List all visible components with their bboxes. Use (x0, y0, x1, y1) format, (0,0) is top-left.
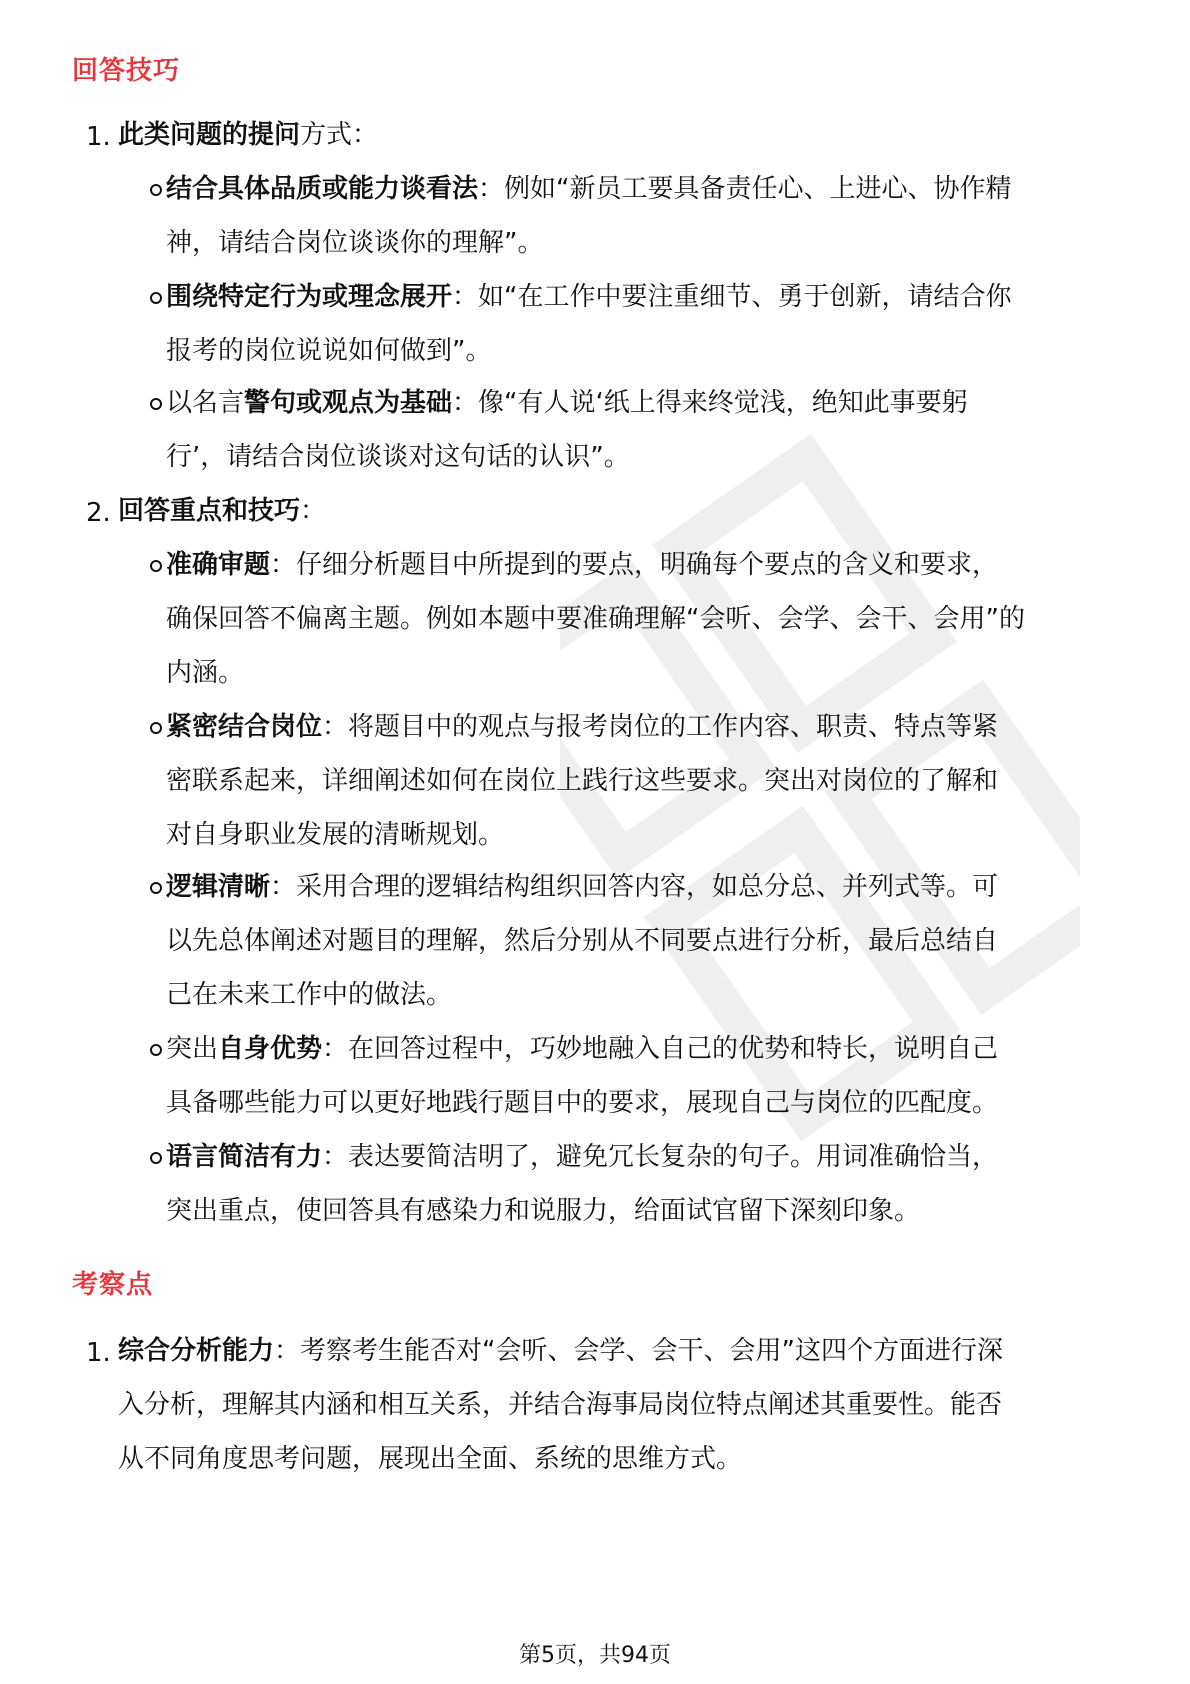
list-item (166, 172, 1012, 206)
item-text: ：表达要简洁明了，避免冗长复杂的句子。用词准确恰当， (322, 1142, 999, 1172)
item-text: ：例如“新员工要具备责任心、上进心、协作精 (478, 174, 1012, 204)
list-item-continuation: 从不同角度思考问题，展现出全面、系统的思维方式。 (118, 1444, 743, 1474)
item-bold: 围绕特定行为或理念展开 (166, 282, 453, 312)
list-item (166, 710, 998, 744)
item-bold: 紧密结合岗位 (166, 712, 323, 742)
item-bold: 逻辑清晰 (166, 872, 271, 902)
list-number: 1. (86, 122, 111, 152)
item-bold: 自身优势 (218, 1034, 323, 1064)
item-pre: 突出 (166, 1034, 219, 1064)
bullet-marker (150, 184, 162, 196)
item-text: ：考察考生能否对“会听、会学、会干、会用”这四个方面进行深 (274, 1336, 1003, 1366)
item-bold: 结合具体品质或能力谈看法 (166, 174, 479, 204)
bullet-marker (150, 1044, 162, 1056)
bullet-marker (150, 292, 162, 304)
list-heading (118, 494, 326, 528)
list-item (166, 870, 998, 904)
list-item (166, 1032, 998, 1066)
bullet-marker (150, 398, 162, 410)
bullet-marker (150, 722, 162, 734)
list-item (166, 548, 998, 582)
item-bold: 语言简洁有力 (166, 1142, 323, 1172)
list-item-continuation: 入分析，理解其内涵和相互关系，并结合海事局岗位特点阐述其重要性。能否 (118, 1390, 1003, 1420)
bullet-marker (150, 882, 162, 894)
item-text: ：如“在工作中要注重细节、勇于创新，请结合你 (452, 282, 1012, 312)
list-item (166, 386, 968, 420)
list-item-continuation: 突出重点，使回答具有感染力和说服力，给面试官留下深刻印象。 (166, 1196, 921, 1226)
item-text: ：采用合理的逻辑结构组织回答内容，如总分总、并列式等。可 (270, 872, 999, 902)
list-item-continuation: 对自身职业发展的清晰规划。 (166, 820, 505, 850)
list-item (118, 1334, 1003, 1368)
item-bold: 综合分析能力 (118, 1336, 275, 1366)
item-bold: 准确审题 (166, 550, 271, 580)
item-text: ：在回答过程中，巧妙地融入自己的优势和特长，说明自己 (322, 1034, 999, 1064)
list-item-continuation: 内涵。 (166, 658, 245, 688)
list-item-continuation: 密联系起来，详细阐述如何在岗位上践行这些要求。突出对岗位的了解和 (166, 766, 999, 796)
page-footer: 第5页，共94页 (519, 1643, 671, 1668)
heading-rest: ： (300, 496, 327, 526)
bullet-marker (150, 1152, 162, 1164)
item-text: ：将题目中的观点与报考岗位的工作内容、职责、特点等紧 (322, 712, 999, 742)
list-item (166, 280, 1012, 314)
section-title-assessment-points: 考察点 (72, 1270, 154, 1300)
list-item-continuation: 己在未来工作中的做法。 (166, 980, 453, 1010)
item-pre: 以名言 (166, 388, 245, 418)
item-text: ：仔细分析题目中所提到的要点，明确每个要点的含义和要求， (270, 550, 999, 580)
heading-bold: 回答重点和技巧 (118, 496, 301, 526)
list-item (166, 1140, 998, 1174)
list-heading (118, 118, 378, 152)
list-item-continuation: 行’，请结合岗位谈谈对这句话的认识”。 (166, 442, 630, 472)
item-bold: 警句或观点为基础 (244, 388, 453, 418)
list-item-continuation: 以先总体阐述对题目的理解，然后分别从不同要点进行分析，最后总结自 (166, 926, 999, 956)
list-number: 2. (86, 498, 111, 528)
section-title-answer-tips: 回答技巧 (72, 56, 181, 86)
item-text: ：像“有人说‘纸上得来终觉浅，绝知此事要躬 (452, 388, 968, 418)
list-item-continuation: 神，请结合岗位谈谈你的理解”。 (166, 228, 544, 258)
list-item-continuation: 具备哪些能力可以更好地践行题目中的要求，展现自己与岗位的匹配度。 (166, 1088, 999, 1118)
list-number: 1. (86, 1338, 111, 1368)
bullet-marker (150, 560, 162, 572)
heading-bold: 此类问题的提问 (118, 120, 301, 150)
heading-rest: 方式： (300, 120, 379, 150)
list-item-continuation: 确保回答不偏离主题。例如本题中要准确理解“会听、会学、会干、会用”的 (166, 604, 1025, 634)
list-item-continuation: 报考的岗位说说如何做到”。 (166, 336, 492, 366)
